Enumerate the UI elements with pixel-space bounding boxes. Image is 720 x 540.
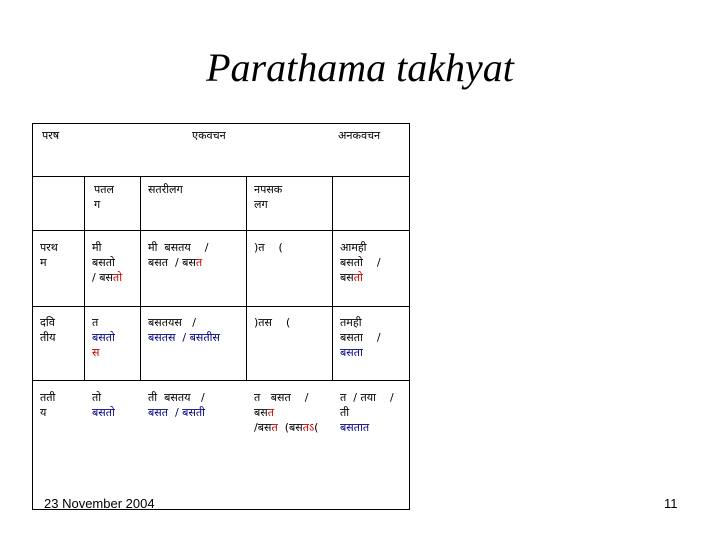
first-plural-form: आमही बसतो / बसतो — [340, 241, 381, 284]
row-divider — [32, 230, 410, 231]
person-second: दवि तीय — [40, 316, 56, 344]
third-feminine-form: ती बसतय / बसत / बसती — [148, 391, 206, 419]
first-feminine-form: मी बसतय / बसत / बसत — [148, 241, 209, 269]
first-neuter-form: )त ( — [254, 241, 283, 254]
footer-date: 23 November 2004 — [44, 496, 155, 511]
column-divider — [84, 176, 85, 380]
person-third: तती य — [40, 391, 56, 419]
row-divider — [32, 306, 410, 307]
person-first: परथ म — [40, 241, 58, 269]
first-masculine-form: मी बसतो / बसतो — [92, 241, 123, 284]
slide-title: Parathama takhyat — [206, 45, 514, 90]
second-masculine-form: त बसतो स — [92, 316, 115, 359]
subheader-masculine: पतल ग — [94, 183, 114, 211]
subheader-neuter: नपसक लग — [254, 183, 283, 211]
second-neuter-form: )तस ( — [254, 316, 291, 329]
third-plural-form: त / तया / ती बसतात — [340, 391, 394, 434]
page-number: 11 — [664, 496, 678, 511]
row-divider — [32, 380, 410, 381]
column-divider — [246, 176, 247, 380]
third-neuter-form: त बसत / बसत /बसत (बसतऽ( — [254, 391, 319, 434]
row-divider — [32, 176, 410, 177]
subheader-feminine: सतरीलग — [148, 183, 183, 196]
header-person: परष — [42, 129, 60, 142]
header-plural: अनकवचन — [338, 129, 381, 142]
second-feminine-form: बसतयस / बसतस / बसतीस — [148, 316, 220, 344]
column-divider — [140, 176, 141, 380]
header-singular: एकवचन — [192, 129, 226, 142]
third-masculine-form: तो बसतो — [92, 391, 115, 419]
second-plural-form: तमही बसता / बसता — [340, 316, 381, 359]
column-divider — [332, 176, 333, 380]
